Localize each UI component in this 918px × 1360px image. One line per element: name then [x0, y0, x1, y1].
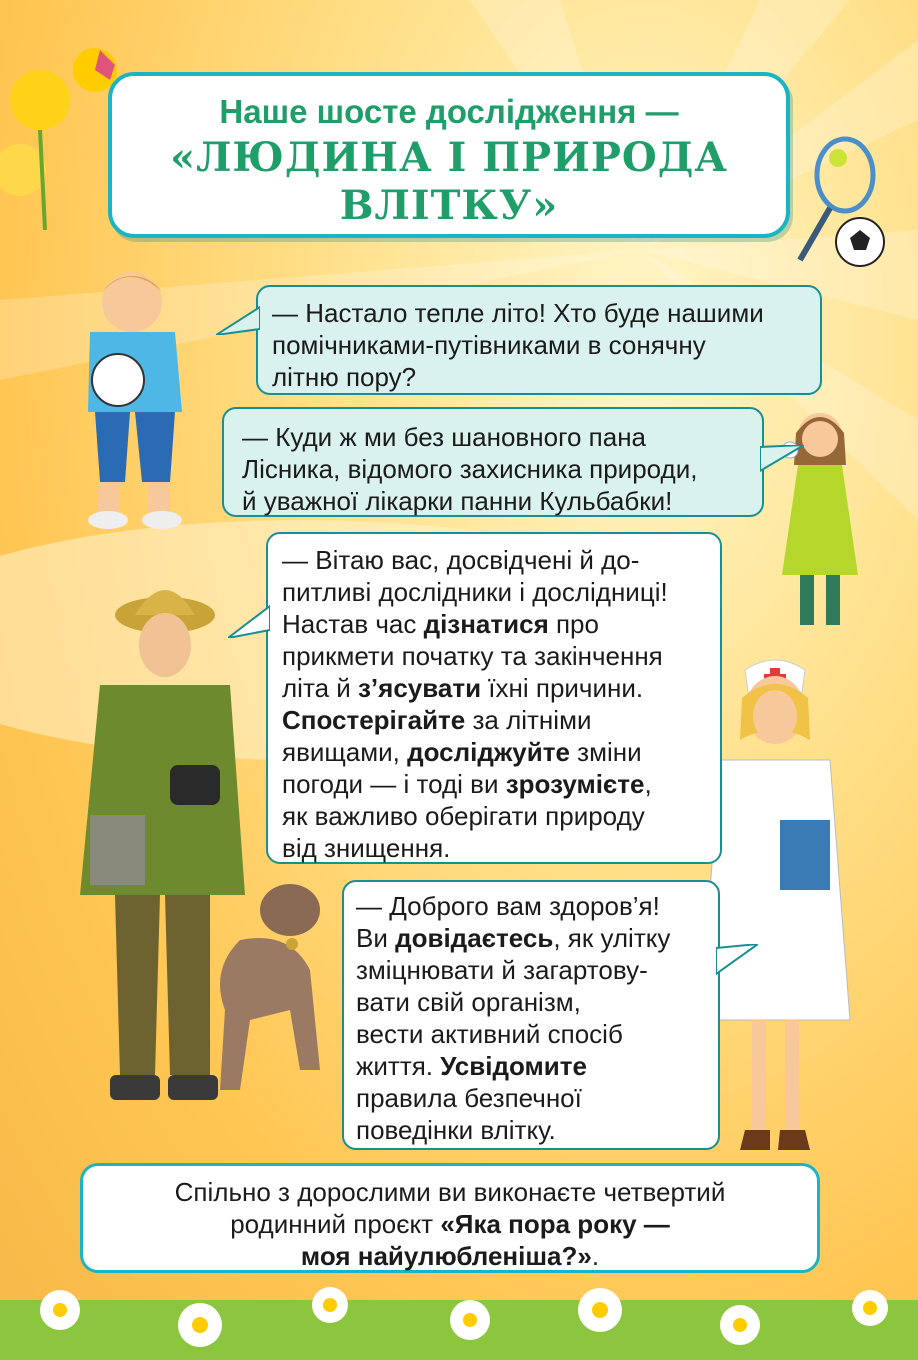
forester-line-9: як важливо оберігати природу	[282, 801, 645, 831]
doctor-line-7: правила безпечної	[356, 1083, 582, 1113]
girl-line-1: — Куди ж ми без шановного пана	[242, 422, 647, 452]
forester-line-7: явищами, досліджуйте зміни	[282, 737, 642, 767]
boy-line-2: помічниками-путівниками в сонячну	[272, 330, 706, 360]
girl-speech-bubble	[222, 407, 764, 517]
doctor-line-5: вести активний спосіб	[356, 1019, 623, 1049]
bubble-tail	[216, 305, 260, 335]
doctor-line-3: зміцнювати й загартову-	[356, 955, 648, 985]
boy-speech-bubble	[256, 285, 822, 395]
girl-line-3: й уважної лікарки панни Кульбабки!	[242, 486, 673, 516]
title-line-1: Наше шосте дослідження —	[219, 93, 679, 130]
family-project-note	[80, 1163, 820, 1273]
doctor-line-4: вати свій організм,	[356, 987, 581, 1017]
tennis-racket-and-ball-decoration	[790, 130, 910, 270]
flower-meadow-decoration	[0, 1270, 918, 1360]
boy-line-1: — Настало тепле літо! Хто буде нашими	[272, 298, 764, 328]
boy-with-ball-illustration	[70, 262, 200, 532]
forester-line-1: — Вітаю вас, досвідчені й до-	[282, 545, 640, 575]
forester-line-2: питливі дослідники і дослідниці!	[282, 577, 668, 607]
doctor-line-6: життя. Усвідомите	[356, 1051, 587, 1081]
forester-line-4: прикмети початку та закінчення	[282, 641, 663, 671]
forester-line-3: Настав час дізнатися про	[282, 609, 599, 639]
boy-line-3: літню пору?	[272, 362, 417, 392]
bubble-tail	[228, 604, 270, 638]
footer-line-1: Спільно з дорослими ви виконаєте четвертий	[174, 1177, 726, 1207]
doctor-speech-bubble	[342, 880, 720, 1150]
footer-line-3: моя найулюбленіша?».	[300, 1241, 600, 1271]
forester-line-6: Спостерігайте за літніми	[282, 705, 592, 735]
forester-line-10: від знищення.	[282, 833, 451, 863]
title-line-2: «ЛЮДИНА І ПРИРОДА	[170, 134, 728, 181]
bubble-tail	[760, 445, 804, 475]
bubble-tail	[716, 944, 758, 978]
doctor-line-1: — Доброго вам здоров’я!	[356, 891, 660, 921]
title-card	[108, 72, 790, 238]
title-line-3: ВЛІТКУ»	[339, 182, 559, 229]
girl-with-dandelion-illustration	[770, 405, 870, 645]
doctor-line-2: Ви довідаєтесь, як улітку	[356, 923, 671, 953]
footer-line-2: родинний проєкт «Яка пора року —	[230, 1209, 670, 1239]
forester-line-5: літа й з’ясувати їхні причини.	[282, 673, 644, 703]
dog-illustration	[180, 870, 340, 1110]
doctor-line-8: поведінки влітку.	[356, 1115, 556, 1145]
girl-line-2: Лісника, відомого захисника природи,	[242, 454, 698, 484]
forester-speech-bubble	[266, 532, 722, 864]
forester-line-8: погоди — і тоді ви зрозумієте,	[282, 769, 652, 799]
